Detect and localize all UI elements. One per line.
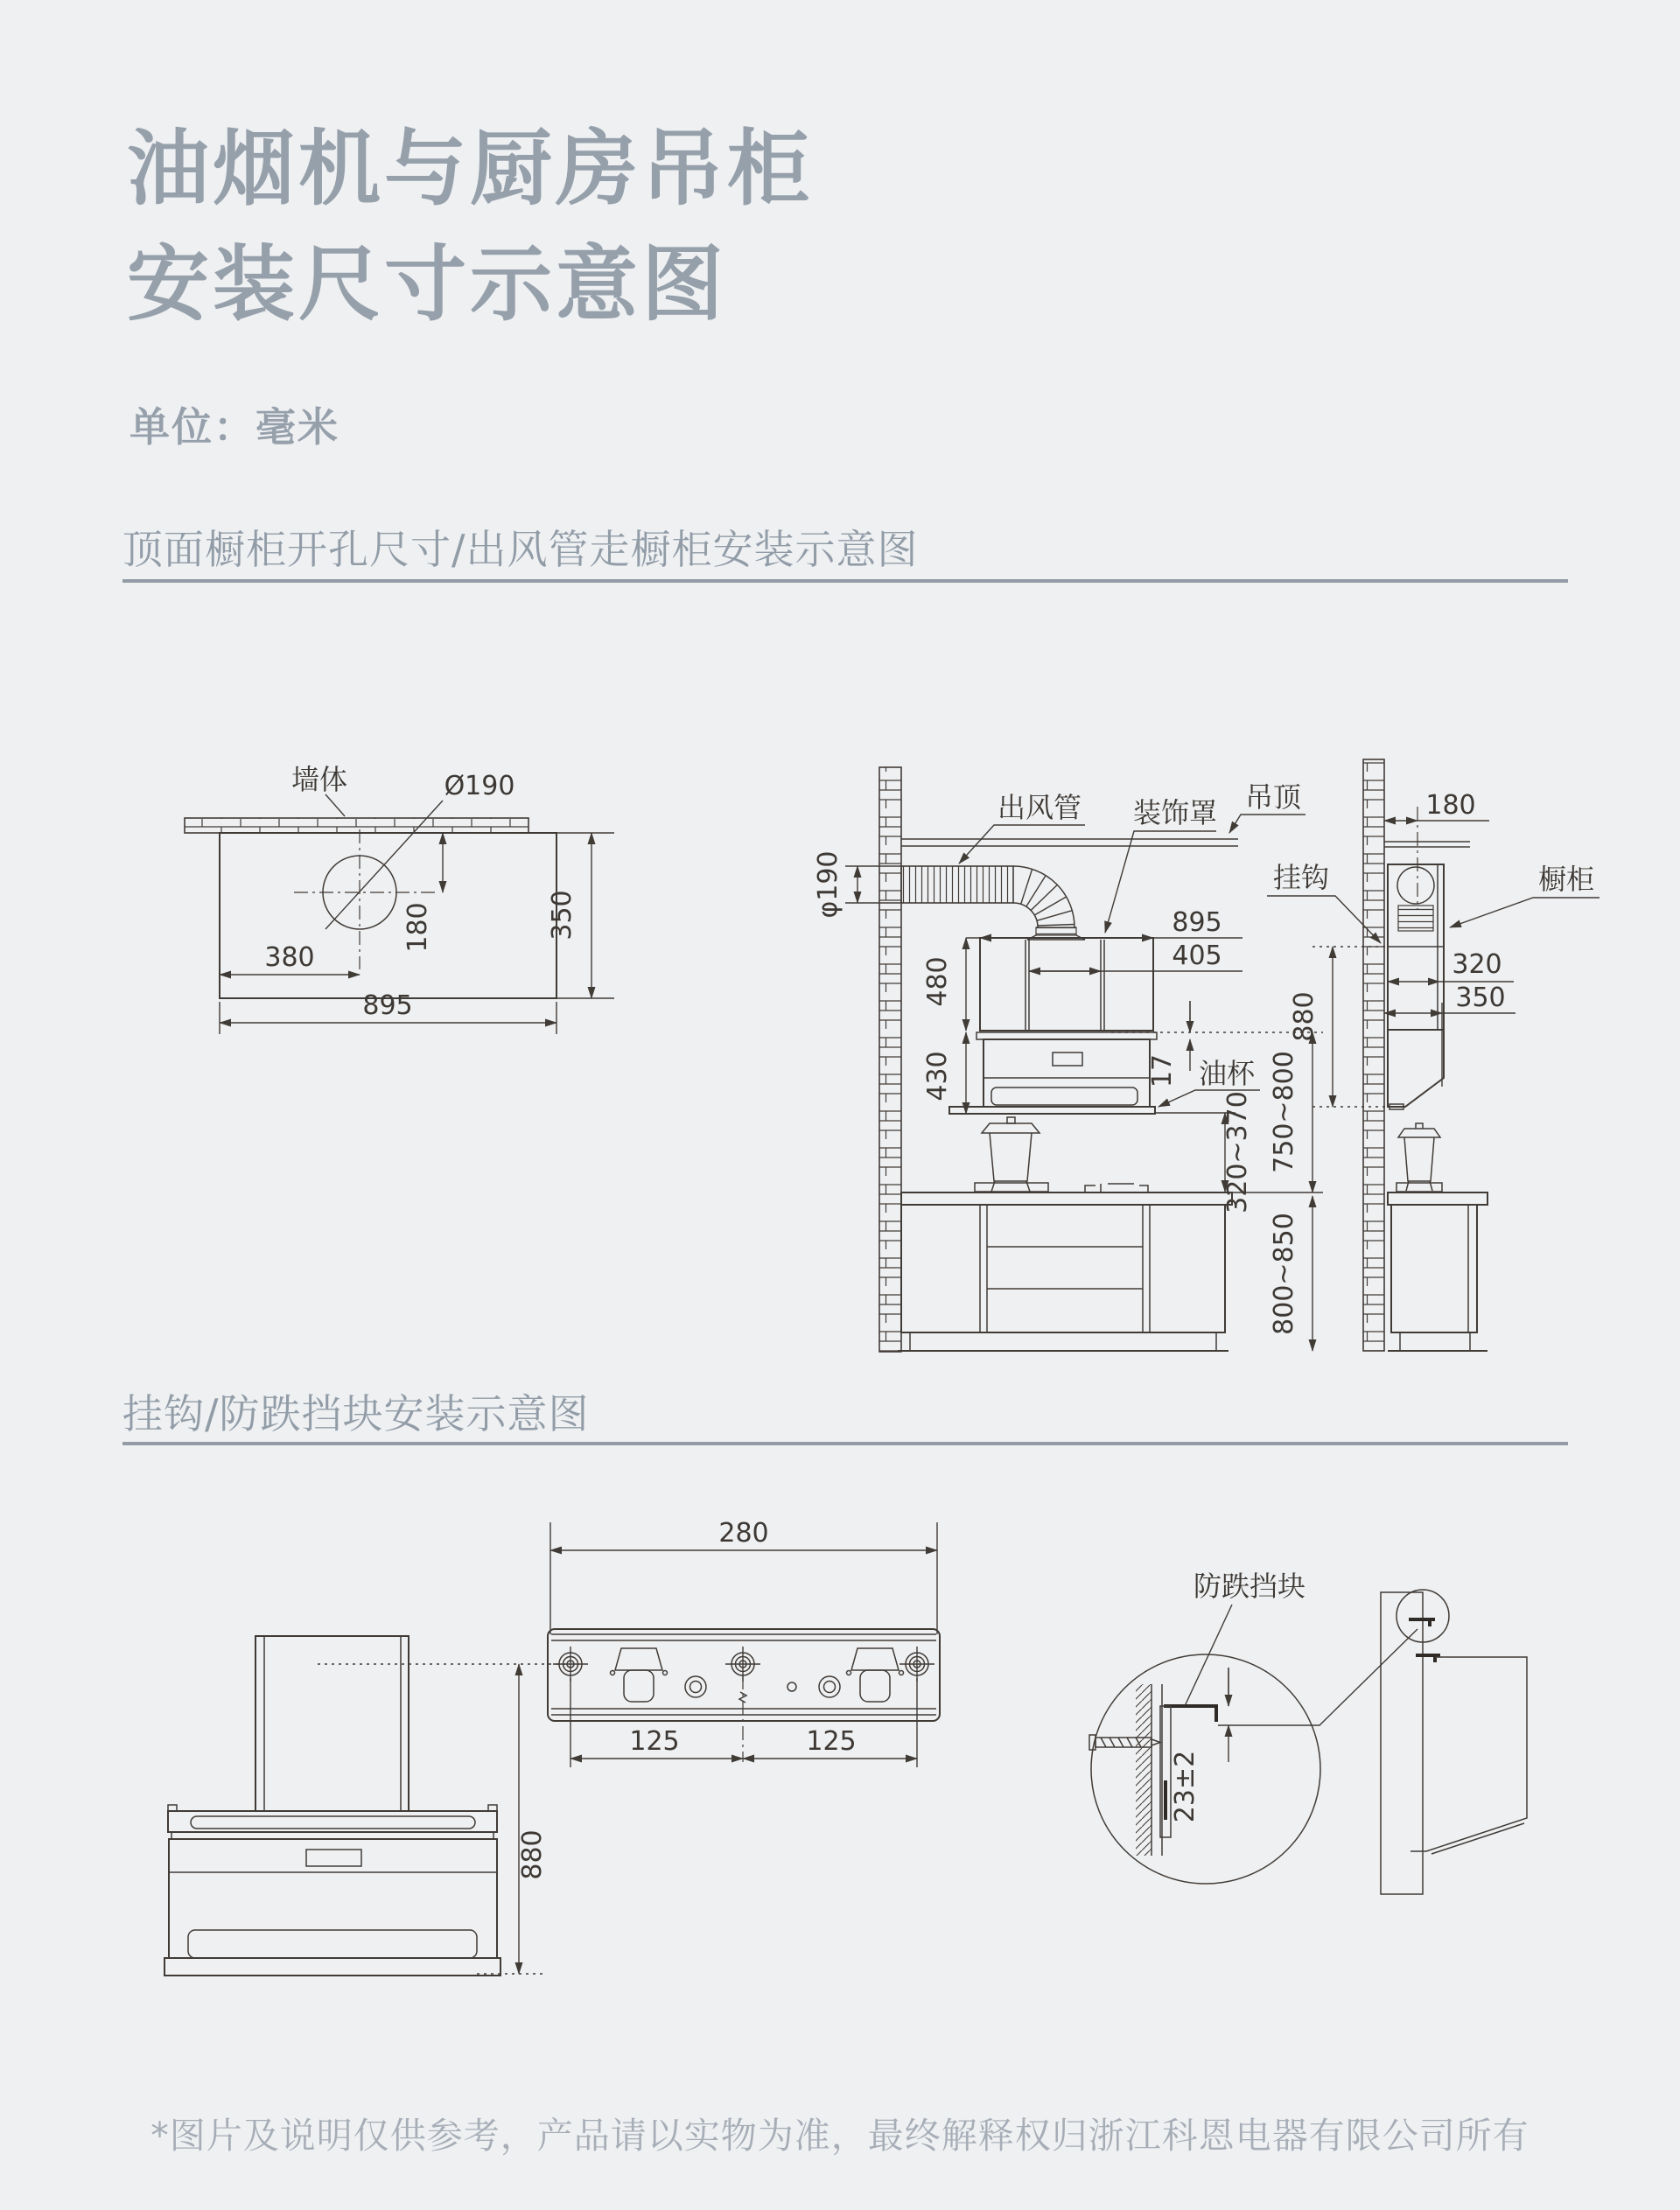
hood-glass-lip bbox=[976, 1032, 1157, 1039]
mounting-bracket-view bbox=[548, 1518, 940, 1767]
installation-drawing-section1 bbox=[0, 726, 1680, 1417]
dim-125-ext bbox=[570, 1678, 917, 1767]
dim-320-label: 320 bbox=[1452, 949, 1502, 980]
block-in-circle bbox=[1409, 1619, 1435, 1626]
hood-section-view bbox=[813, 767, 1323, 1352]
knob-left bbox=[685, 1676, 706, 1697]
wall-leader-line bbox=[326, 794, 345, 816]
detail-circle bbox=[1091, 1654, 1320, 1884]
wall-section-plan bbox=[185, 818, 528, 833]
oil-cup-label: 油杯 bbox=[1198, 1057, 1256, 1090]
small-hole bbox=[788, 1682, 796, 1691]
ceiling-label: 吊顶 bbox=[1244, 780, 1302, 814]
dim-320-370-label: 320~370 bbox=[1222, 1091, 1253, 1213]
glass-lip-front bbox=[172, 1832, 494, 1839]
hood-base-front bbox=[164, 1958, 500, 1976]
pot-lid-side bbox=[1398, 1123, 1440, 1137]
dim-895-label: 895 bbox=[362, 990, 413, 1021]
page-title-line2: 安装尺寸示意图 bbox=[127, 237, 728, 332]
chimney bbox=[256, 1636, 409, 1811]
dim-880-front-label: 880 bbox=[517, 1829, 548, 1880]
hood-display bbox=[1053, 1053, 1082, 1066]
cabinet-body bbox=[901, 1205, 1225, 1332]
page-title-line1: 油烟机与厨房吊柜 bbox=[127, 122, 814, 217]
dim-350-label: 350 bbox=[547, 890, 578, 941]
countertop-side bbox=[1388, 1192, 1488, 1205]
hood-side-small-view bbox=[1381, 1590, 1527, 1894]
ceiling-lines bbox=[901, 839, 1238, 846]
oil-tray-front bbox=[188, 1930, 477, 1958]
dim-cover-width-label: 405 bbox=[1172, 941, 1222, 971]
wall-hatch bbox=[1136, 1684, 1152, 1856]
dim-125-right-label: 125 bbox=[806, 1726, 857, 1757]
pot-lid bbox=[982, 1123, 1040, 1133]
cabinet-plinth-side bbox=[1400, 1332, 1470, 1351]
installation-drawing-section2 bbox=[0, 1479, 1680, 2091]
pot-lid-knob bbox=[1007, 1117, 1015, 1123]
duct-ribs-side bbox=[1398, 906, 1433, 931]
cabinet-drawers bbox=[980, 1205, 1150, 1332]
stove-and-pot bbox=[975, 1117, 1148, 1192]
decorative-cover-label: 装饰罩 bbox=[1132, 796, 1218, 829]
dim-380-label: 380 bbox=[264, 942, 315, 973]
section2-heading: 挂钩/防跌挡块安装示意图 bbox=[122, 1390, 590, 1437]
wall-column bbox=[879, 767, 901, 1352]
screw-hole-right bbox=[900, 1647, 934, 1682]
base-cabinet-side bbox=[1388, 1192, 1488, 1351]
cabinet-body-side bbox=[1391, 1205, 1477, 1332]
ceiling-leader bbox=[1229, 815, 1306, 833]
back-panel bbox=[1381, 1592, 1423, 1894]
detail-reference-line bbox=[1218, 1629, 1418, 1725]
chimney-inner-lines bbox=[264, 1636, 401, 1811]
left-burner bbox=[975, 1183, 1048, 1192]
ceiling-lines-side bbox=[1384, 842, 1470, 847]
canopy-end-cap-right bbox=[488, 1805, 497, 1811]
dim-880-side-label: 880 bbox=[1289, 991, 1320, 1042]
exhaust-duct-leader bbox=[959, 825, 1085, 864]
dim-750-800-label: 750~800 bbox=[1269, 1051, 1299, 1173]
hood-profile-small bbox=[1410, 1657, 1527, 1854]
exhaust-duct-horizontal bbox=[901, 866, 1013, 903]
hood-front-view bbox=[164, 1636, 567, 1976]
dim-23-label: 23±2 bbox=[1170, 1750, 1200, 1823]
canopy-inner-panel bbox=[191, 1816, 475, 1829]
hood-body-front bbox=[169, 1839, 497, 1958]
dim-125-left-label: 125 bbox=[629, 1726, 680, 1757]
section1-divider bbox=[122, 579, 1568, 583]
hood-body bbox=[984, 1039, 1150, 1107]
bracket-flanges bbox=[551, 1634, 936, 1715]
wall-label: 墙体 bbox=[290, 763, 348, 796]
anti-fall-block-hook bbox=[1164, 1706, 1216, 1722]
dim-350-side-label: 350 bbox=[1455, 983, 1506, 1013]
hood-side-view bbox=[1267, 759, 1600, 1351]
anti-fall-block-label: 防跌挡块 bbox=[1193, 1570, 1306, 1603]
dim-17-label: 17 bbox=[1147, 1053, 1178, 1088]
unit-label: 单位：毫米 bbox=[130, 403, 340, 451]
base-cabinet bbox=[898, 1192, 1323, 1351]
keyhole-slot-left bbox=[611, 1648, 668, 1702]
cabinet-label: 橱柜 bbox=[1537, 863, 1595, 896]
burner-side bbox=[1396, 1183, 1442, 1192]
canopy-end-cap-left bbox=[168, 1805, 177, 1811]
section1-heading: 顶面橱柜开孔尺寸/出风管走橱柜安装示意图 bbox=[122, 526, 919, 573]
display-front bbox=[306, 1850, 361, 1866]
dim-280-label: 280 bbox=[718, 1518, 769, 1549]
stove-and-pot-side bbox=[1396, 1123, 1442, 1192]
page-title bbox=[127, 112, 813, 343]
dim-180-label: 180 bbox=[402, 902, 433, 953]
screw-hole-left bbox=[553, 1647, 588, 1682]
footer-disclaimer: *图片及说明仅供参考，产品请以实物为准，最终解释权归浙江科恩电器有限公司所有 bbox=[150, 2115, 1530, 2157]
dim-880-ref-dotted bbox=[318, 1664, 567, 1974]
anti-fall-block-view bbox=[1089, 1570, 1527, 1894]
duct-throat bbox=[1036, 927, 1076, 935]
wall-column-side bbox=[1363, 759, 1384, 1351]
dim-430-label: 430 bbox=[922, 1051, 953, 1102]
countertop bbox=[901, 1192, 1232, 1205]
hood-canopy bbox=[980, 938, 1153, 1031]
cabinet-top-plan-view bbox=[185, 763, 614, 1034]
oil-tray bbox=[991, 1088, 1138, 1105]
knob-right bbox=[819, 1676, 840, 1697]
centerline-break-symbol bbox=[739, 1692, 746, 1703]
hole-diameter-label: Ø190 bbox=[444, 771, 515, 801]
dim-180-wall-label: 180 bbox=[1425, 790, 1476, 821]
cabinet-plinth bbox=[910, 1332, 1216, 1351]
hood-profile bbox=[1388, 1030, 1444, 1107]
exhaust-duct-label: 出风管 bbox=[997, 791, 1082, 824]
block-at-hood-top bbox=[1416, 1655, 1440, 1662]
hood-base bbox=[949, 1107, 1155, 1114]
section2-divider bbox=[122, 1442, 1568, 1445]
dim-480-label: 480 bbox=[922, 956, 953, 1007]
dim-hood-width-label: 895 bbox=[1172, 907, 1222, 938]
right-burner bbox=[1085, 1184, 1148, 1192]
duct-dia-label: φ190 bbox=[813, 850, 844, 919]
duct-section-circle bbox=[1397, 867, 1434, 904]
hook-label: 挂钩 bbox=[1272, 861, 1330, 894]
cabinet-leader bbox=[1450, 898, 1600, 927]
decorative-cover bbox=[1026, 940, 1104, 1030]
keyhole-slot-right bbox=[847, 1648, 904, 1702]
dim-800-850-label: 800~850 bbox=[1269, 1213, 1299, 1335]
